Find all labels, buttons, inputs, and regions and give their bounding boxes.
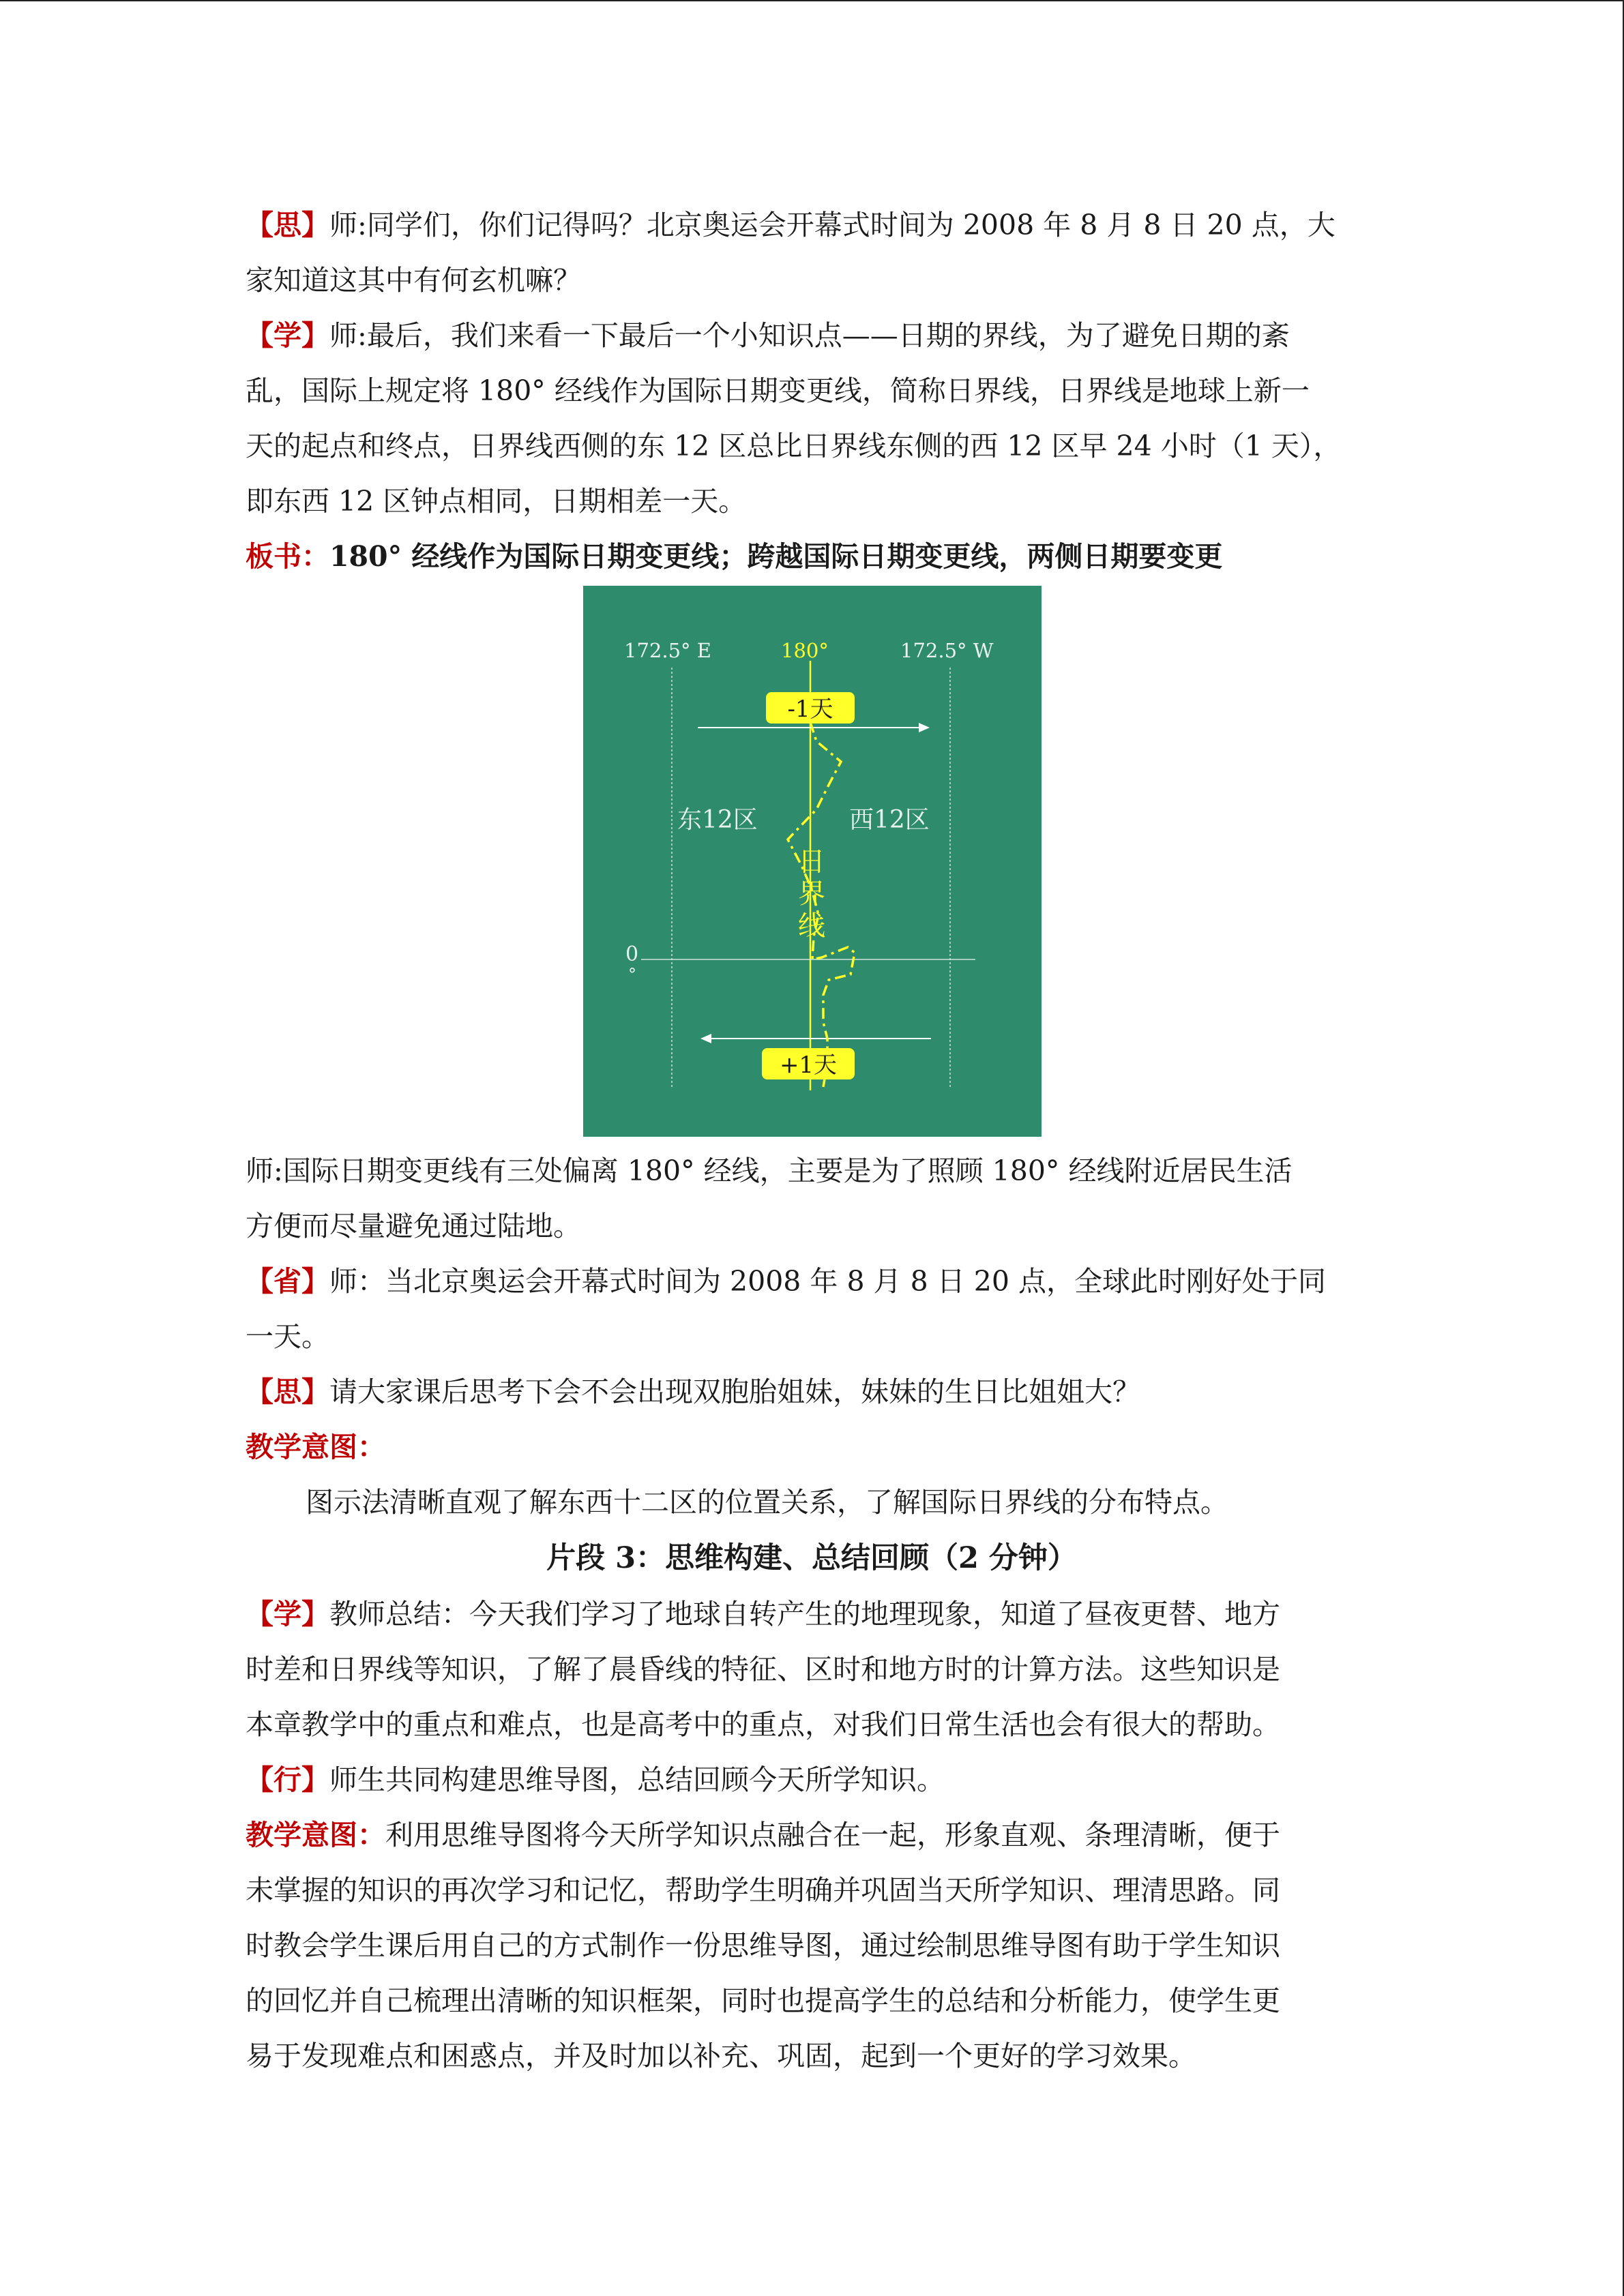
paragraph-si-1: 【思】师:同学们，你们记得吗？北京奥运会开幕式时间为 2008 年 8 月 8 日 20 点，大	[246, 209, 1335, 241]
label-equator-zero: 0	[625, 942, 639, 966]
board-writing	[246, 529, 1378, 584]
tag-hang: 【行】	[246, 1763, 329, 1796]
paragraph-si-2: 【思】请大家课后思考下会不会出现双胞胎姐妹，妹妹的生日比姐姐大？	[246, 1375, 1140, 1408]
teaching-intent-text-1: 图示法清晰直观了解东西十二区的位置关系，了解国际日界线的分布特点。	[306, 1486, 1228, 1519]
paragraph-xue-2-line2: 时差和日界线等知识，了解了晨昏线的特征、区时和地方时的计算方法。这些知识是	[246, 1653, 1280, 1686]
label-west-12-zone: 西12区	[849, 806, 930, 834]
teaching-intent-label-1: 教学意图：	[246, 1431, 385, 1463]
tag-si: 【思】	[246, 209, 329, 241]
paragraph-xue-1-line4: 即东西 12 区钟点相同，日期相差一天。	[246, 485, 747, 518]
paragraph-xue-1-line3: 天的起点和终点，日界线西侧的东 12 区总比日界线东侧的西 12 区早 24 小时（1 天），	[246, 430, 1342, 462]
tag-xue-2: 【学】	[246, 1598, 329, 1630]
paragraph-hang: 【行】师生共同构建思维导图，总结回顾今天所学知识。	[246, 1763, 945, 1796]
label-east-12-zone: 东12区	[677, 806, 758, 834]
label-172-5-w: 172.5° W	[900, 639, 994, 662]
paragraph-xue-1-line2: 乱，国际上规定将 180° 经线作为国际日期变更线，简称日界线，日界线是地球上新一	[246, 374, 1310, 407]
teaching-intent-label-2: 教学意图：	[246, 1819, 385, 1851]
paragraph-xue-2-line3: 本章教学中的重点和难点，也是高考中的重点，对我们日常生活也会有很大的帮助。	[246, 1708, 1280, 1741]
label-equator-degree: °	[628, 965, 636, 984]
board-label: 板书：	[246, 540, 329, 573]
tag-xue: 【学】	[246, 319, 329, 352]
teaching-intent-2-line4: 的回忆并自己梳理出清晰的知识框架，同时也提高学生的总结和分析能力，使学生更	[246, 1984, 1280, 2017]
tag-si-2: 【思】	[246, 1375, 329, 1408]
label-180: 180°	[781, 639, 829, 662]
paragraph-si-1-cont: 家知道这其中有何玄机嘛？	[246, 264, 581, 297]
paragraph-xing: 【省】师：当北京奥运会开幕式时间为 2008 年 8 月 8 日 20 点，全球此时刚好处于同	[246, 1265, 1326, 1298]
dateline-diagram	[583, 586, 1042, 1137]
badge-plus-day-text: +1天	[779, 1052, 838, 1079]
paragraph-teacher-dateline: 师:国际日期变更线有三处偏离 180° 经线，主要是为了照顾 180° 经线附近居民生活	[246, 1154, 1293, 1187]
tag-sheng: 【省】	[246, 1265, 329, 1298]
paragraph-xue-1: 【学】师:最后，我们来看一下最后一个小知识点——日期的界线，为了避免日期的紊	[246, 319, 1290, 352]
paragraph-xue-2: 【学】教师总结：今天我们学习了地球自转产生的地理现象，知道了昼夜更替、地方	[246, 1598, 1280, 1630]
document-body	[246, 198, 1378, 2084]
teaching-intent-2: 教学意图：利用思维导图将今天所学知识点融合在一起，形象直观、条理清晰，便于	[246, 1819, 1280, 1851]
dateline-figure	[246, 584, 1378, 1144]
board-text: 180° 经线作为国际日期变更线；跨越国际日期变更线，两侧日期要变更	[329, 540, 1223, 573]
label-dateline-char1: 日	[798, 846, 825, 878]
teaching-intent-2-line5: 易于发现难点和困惑点，并及时加以补充、巩固，起到一个更好的学习效果。	[246, 2040, 1196, 2072]
paragraph-xing-cont: 一天。	[246, 1320, 329, 1353]
label-172-5-e: 172.5° E	[624, 639, 711, 662]
label-dateline-char3: 线	[798, 910, 825, 942]
section-3-heading: 片段 3：思维构建、总结回顾（2 分钟）	[546, 1541, 1077, 1575]
teaching-intent-2-line2: 未掌握的知识的再次学习和记忆，帮助学生明确并巩固当天所学知识、理清思路。同	[246, 1874, 1280, 1907]
label-dateline-char2: 界	[798, 878, 825, 910]
badge-minus-day-text: -1天	[787, 696, 833, 723]
teaching-intent-2-line3: 时教会学生课后用自己的方式制作一份思维导图，通过绘制思维导图有助于学生知识	[246, 1929, 1280, 1962]
paragraph-teacher-dateline-cont: 方便而尽量避免通过陆地。	[246, 1210, 581, 1242]
